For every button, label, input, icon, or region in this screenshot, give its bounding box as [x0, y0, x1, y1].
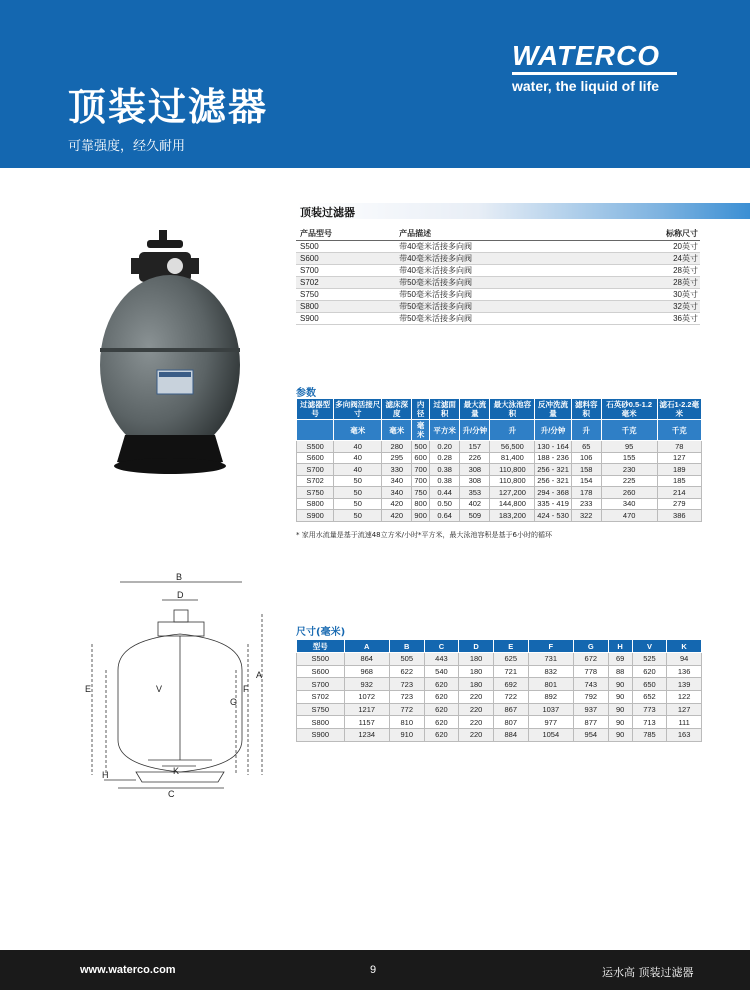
params-row	[297, 441, 702, 453]
dimensions-table	[296, 639, 702, 742]
dims-cell: 884	[493, 729, 528, 742]
dims-cell: 180	[459, 653, 494, 666]
params-cell: 0.44	[429, 487, 459, 499]
dimension-label-h: H	[102, 770, 109, 780]
params-cell: 340	[382, 475, 412, 487]
parameters-table	[296, 398, 702, 522]
dims-cell: 620	[424, 678, 459, 691]
dims-cell: 620	[424, 729, 459, 742]
params-unit-cell: 升	[571, 420, 601, 441]
dimension-label-c: C	[168, 789, 175, 799]
dims-cell: 622	[389, 665, 424, 678]
models-cell: 带50毫米活接多向阀	[395, 289, 601, 301]
params-header-cell: 过滤面积	[429, 399, 459, 420]
models-row	[296, 277, 700, 289]
params-cell: 0.64	[429, 510, 459, 522]
dims-header-cell: V	[632, 640, 667, 653]
dims-header-cell: C	[424, 640, 459, 653]
params-header-cell: 滤石1-2.2毫米	[657, 399, 701, 420]
dims-cell: 778	[573, 665, 608, 678]
params-unit-cell: 升	[490, 420, 535, 441]
dimension-label-g: G	[230, 697, 238, 707]
dims-cell: 1054	[528, 729, 573, 742]
dims-cell: 1234	[344, 729, 389, 742]
params-cell: 50	[334, 510, 382, 522]
brand-tagline: water, the liquid of life	[512, 78, 660, 94]
params-cell: 50	[334, 498, 382, 510]
models-row	[296, 265, 700, 277]
params-cell: 154	[571, 475, 601, 487]
params-header-cell: 滤料容积	[571, 399, 601, 420]
dims-header-cell: H	[608, 640, 632, 653]
dims-cell: 139	[667, 678, 702, 691]
params-cell: 386	[657, 510, 701, 522]
dims-cell: 864	[344, 653, 389, 666]
dims-cell: 785	[632, 729, 667, 742]
params-cell: 185	[657, 475, 701, 487]
params-cell: 509	[460, 510, 490, 522]
params-cell: S750	[297, 487, 334, 499]
params-cell: 353	[460, 487, 490, 499]
dims-cell: 801	[528, 678, 573, 691]
dims-cell: 713	[632, 716, 667, 729]
models-cell: 24英寸	[601, 253, 700, 265]
params-section-title: 参数	[296, 388, 316, 399]
models-cell: 28英寸	[601, 277, 700, 289]
dims-cell: 722	[493, 691, 528, 704]
dimension-label-f: F	[243, 684, 249, 694]
params-cell: 81,400	[490, 452, 535, 464]
params-cell: 308	[460, 475, 490, 487]
dims-row	[297, 678, 702, 691]
params-cell: 340	[382, 487, 412, 499]
dims-cell: 1072	[344, 691, 389, 704]
params-cell: 260	[601, 487, 657, 499]
dims-cell: 620	[632, 665, 667, 678]
models-cell: S500	[296, 241, 395, 253]
dims-header-cell: K	[667, 640, 702, 653]
params-cell: 106	[571, 452, 601, 464]
dims-row	[297, 691, 702, 704]
dimension-label-a: A	[256, 670, 263, 680]
dims-cell: 90	[608, 691, 632, 704]
dims-cell: 652	[632, 691, 667, 704]
params-cell: 308	[460, 464, 490, 476]
params-unit-cell: 毫米	[382, 420, 412, 441]
params-cell: 158	[571, 464, 601, 476]
logo-rule	[512, 72, 677, 75]
params-cell: 700	[412, 475, 430, 487]
params-cell: 295	[382, 452, 412, 464]
models-cell: S600	[296, 253, 395, 265]
params-cell: 0.38	[429, 475, 459, 487]
models-row	[296, 289, 700, 301]
dims-cell: 723	[389, 678, 424, 691]
dimension-label-d: D	[177, 590, 184, 600]
models-cell: 带50毫米活接多向阀	[395, 301, 601, 313]
params-cell: 226	[460, 452, 490, 464]
params-cell: 233	[571, 498, 601, 510]
dims-cell: 625	[493, 653, 528, 666]
dims-cell: 772	[389, 703, 424, 716]
header-banner	[0, 0, 750, 168]
dims-header-cell: G	[573, 640, 608, 653]
dims-cell: 932	[344, 678, 389, 691]
dims-cell: 620	[424, 703, 459, 716]
models-header-cell: 产品型号	[296, 228, 395, 241]
dims-cell: 807	[493, 716, 528, 729]
models-table	[296, 228, 700, 325]
dims-row	[297, 716, 702, 729]
dims-cell: 443	[424, 653, 459, 666]
dims-cell: S500	[297, 653, 345, 666]
dims-header-cell: F	[528, 640, 573, 653]
params-header-cell: 过滤器型号	[297, 399, 334, 420]
models-header-cell: 产品描述	[395, 228, 601, 241]
params-cell: 50	[334, 487, 382, 499]
dims-cell: 180	[459, 665, 494, 678]
models-section-title: 顶装过滤器	[300, 206, 355, 219]
page-number: 9	[370, 964, 377, 976]
params-cell: S500	[297, 441, 334, 453]
params-row	[297, 475, 702, 487]
dims-cell: 743	[573, 678, 608, 691]
dims-cell: 122	[667, 691, 702, 704]
params-cell: 0.28	[429, 452, 459, 464]
params-cell: 0.20	[429, 441, 459, 453]
params-header-cell: 反冲洗流量	[535, 399, 571, 420]
params-cell: 78	[657, 441, 701, 453]
dims-cell: 111	[667, 716, 702, 729]
params-cell: 420	[382, 510, 412, 522]
models-cell: 带40毫米活接多向阀	[395, 265, 601, 277]
params-cell: S700	[297, 464, 334, 476]
dims-cell: 672	[573, 653, 608, 666]
params-cell: 50	[334, 475, 382, 487]
dims-cell: 910	[389, 729, 424, 742]
dims-cell: S750	[297, 703, 345, 716]
models-cell: S900	[296, 313, 395, 325]
params-cell: 750	[412, 487, 430, 499]
dims-row	[297, 653, 702, 666]
params-unit-cell: 千克	[601, 420, 657, 441]
section-band	[296, 203, 750, 219]
dims-cell: 220	[459, 703, 494, 716]
dimension-label-b: B	[176, 572, 183, 582]
params-header-cell: 内径	[412, 399, 430, 420]
dims-cell: 773	[632, 703, 667, 716]
page-title: 顶装过滤器	[68, 85, 269, 129]
params-row	[297, 452, 702, 464]
dims-cell: 620	[424, 691, 459, 704]
dims-cell: 968	[344, 665, 389, 678]
dims-cell: 180	[459, 678, 494, 691]
params-cell: 127,200	[490, 487, 535, 499]
dims-cell: 1037	[528, 703, 573, 716]
params-cell: 225	[601, 475, 657, 487]
params-cell: 322	[571, 510, 601, 522]
dims-cell: S600	[297, 665, 345, 678]
params-cell: 65	[571, 441, 601, 453]
models-cell: S800	[296, 301, 395, 313]
dims-cell: 650	[632, 678, 667, 691]
params-cell: 230	[601, 464, 657, 476]
dims-header-cell: D	[459, 640, 494, 653]
params-row	[297, 498, 702, 510]
params-cell: 330	[382, 464, 412, 476]
dims-cell: 892	[528, 691, 573, 704]
params-cell: 0.38	[429, 464, 459, 476]
params-header-cell: 最大流量	[460, 399, 490, 420]
dims-cell: 1217	[344, 703, 389, 716]
params-unit-cell	[297, 420, 334, 441]
models-cell: 36英寸	[601, 313, 700, 325]
dims-row	[297, 729, 702, 742]
dims-cell: 1157	[344, 716, 389, 729]
dims-cell: 505	[389, 653, 424, 666]
models-row	[296, 241, 700, 253]
models-cell: 20英寸	[601, 241, 700, 253]
dims-cell: 832	[528, 665, 573, 678]
params-cell: 189	[657, 464, 701, 476]
dims-cell: 220	[459, 716, 494, 729]
dims-header-cell: A	[344, 640, 389, 653]
params-cell: S800	[297, 498, 334, 510]
dims-cell: 937	[573, 703, 608, 716]
dims-section-title: 尺寸(毫米)	[296, 627, 346, 638]
dimension-label-k: K	[173, 766, 180, 776]
params-cell: 188 - 236	[535, 452, 571, 464]
dims-cell: 540	[424, 665, 459, 678]
params-cell: 294 - 368	[535, 487, 571, 499]
params-cell: 900	[412, 510, 430, 522]
params-cell: 127	[657, 452, 701, 464]
dims-row	[297, 703, 702, 716]
params-cell: 256 - 321	[535, 464, 571, 476]
params-cell: 155	[601, 452, 657, 464]
params-cell: 157	[460, 441, 490, 453]
models-cell: 32英寸	[601, 301, 700, 313]
params-cell: 183,200	[490, 510, 535, 522]
dims-cell: S702	[297, 691, 345, 704]
params-cell: 700	[412, 464, 430, 476]
dims-cell: 810	[389, 716, 424, 729]
params-unit-cell: 升/分钟	[460, 420, 490, 441]
models-cell: 带40毫米活接多向阀	[395, 241, 601, 253]
params-cell: 40	[334, 441, 382, 453]
models-header-cell: 标称尺寸	[601, 228, 700, 241]
dims-cell: 220	[459, 729, 494, 742]
models-cell: S750	[296, 289, 395, 301]
params-cell: 40	[334, 452, 382, 464]
params-cell: S900	[297, 510, 334, 522]
footer-url[interactable]: www.waterco.com	[80, 964, 176, 976]
params-cell: 110,800	[490, 475, 535, 487]
params-cell: 95	[601, 441, 657, 453]
dims-header-cell: B	[389, 640, 424, 653]
params-cell: 800	[412, 498, 430, 510]
dimension-drawing	[80, 570, 280, 800]
dims-cell: 94	[667, 653, 702, 666]
params-unit-cell: 升/分钟	[535, 420, 571, 441]
page-subtitle: 可靠强度，经久耐用	[68, 139, 186, 154]
models-cell: S700	[296, 265, 395, 277]
params-cell: 424 - 530	[535, 510, 571, 522]
dims-cell: 721	[493, 665, 528, 678]
params-header-cell: 最大泳池容积	[490, 399, 535, 420]
models-cell: S702	[296, 277, 395, 289]
waterco-logo	[512, 42, 682, 94]
models-cell: 28英寸	[601, 265, 700, 277]
dims-cell: 877	[573, 716, 608, 729]
dims-cell: 792	[573, 691, 608, 704]
params-cell: 0.50	[429, 498, 459, 510]
dims-cell: 692	[493, 678, 528, 691]
filter-product-image	[95, 230, 265, 490]
params-cell: S600	[297, 452, 334, 464]
dims-cell: 163	[667, 729, 702, 742]
params-header-cell: 滤床深度	[382, 399, 412, 420]
params-row	[297, 487, 702, 499]
params-unit-cell: 平方米	[429, 420, 459, 441]
dims-cell: 977	[528, 716, 573, 729]
params-cell: 280	[382, 441, 412, 453]
models-row	[296, 313, 700, 325]
dims-cell: S900	[297, 729, 345, 742]
footer-bar	[0, 950, 750, 990]
models-row	[296, 301, 700, 313]
dims-cell: 136	[667, 665, 702, 678]
dimension-label-v: V	[156, 684, 163, 694]
dims-cell: 954	[573, 729, 608, 742]
params-cell: 600	[412, 452, 430, 464]
params-cell: 335 - 419	[535, 498, 571, 510]
params-cell: 214	[657, 487, 701, 499]
params-header-cell: 石英砂0.5-1.2毫米	[601, 399, 657, 420]
params-cell: 500	[412, 441, 430, 453]
dims-header-cell: 型号	[297, 640, 345, 653]
params-cell: 110,800	[490, 464, 535, 476]
footer-caption: 运水高 顶装过滤器	[602, 966, 694, 979]
dims-header-cell: E	[493, 640, 528, 653]
params-unit-cell: 千克	[657, 420, 701, 441]
params-cell: 56,500	[490, 441, 535, 453]
dims-cell: 88	[608, 665, 632, 678]
dims-cell: S800	[297, 716, 345, 729]
dims-cell: 867	[493, 703, 528, 716]
params-cell: 340	[601, 498, 657, 510]
dims-cell: 525	[632, 653, 667, 666]
dims-cell: 90	[608, 678, 632, 691]
dims-cell: 90	[608, 716, 632, 729]
params-cell: 420	[382, 498, 412, 510]
params-cell: S702	[297, 475, 334, 487]
dimension-label-e: E	[85, 684, 92, 694]
dims-cell: 90	[608, 729, 632, 742]
params-cell: 178	[571, 487, 601, 499]
dims-cell: 90	[608, 703, 632, 716]
params-row	[297, 464, 702, 476]
params-cell: 470	[601, 510, 657, 522]
dims-cell: 220	[459, 691, 494, 704]
dims-cell: 69	[608, 653, 632, 666]
dims-row	[297, 665, 702, 678]
flow-footnote: * 家用水流量是基于流速48立方米/小时*平方米，最大泳池容积是基于6小时的循环	[296, 531, 552, 539]
params-cell: 144,800	[490, 498, 535, 510]
brand-name: WATERCO	[512, 40, 661, 71]
models-row	[296, 253, 700, 265]
models-cell: 带50毫米活接多向阀	[395, 277, 601, 289]
dims-cell: 620	[424, 716, 459, 729]
dims-cell: 127	[667, 703, 702, 716]
dims-cell: 723	[389, 691, 424, 704]
params-cell: 279	[657, 498, 701, 510]
params-cell: 256 - 321	[535, 475, 571, 487]
params-cell: 40	[334, 464, 382, 476]
models-cell: 带40毫米活接多向阀	[395, 253, 601, 265]
models-cell: 30英寸	[601, 289, 700, 301]
dims-cell: 731	[528, 653, 573, 666]
params-header-cell: 多向阀活接尺寸	[335, 400, 381, 418]
params-cell: 402	[460, 498, 490, 510]
params-unit-cell: 毫米	[334, 420, 382, 441]
params-row	[297, 510, 702, 522]
models-cell: 带50毫米活接多向阀	[395, 313, 601, 325]
params-unit-cell: 毫米	[412, 420, 430, 441]
dims-cell: S700	[297, 678, 345, 691]
params-cell: 130 - 164	[535, 441, 571, 453]
